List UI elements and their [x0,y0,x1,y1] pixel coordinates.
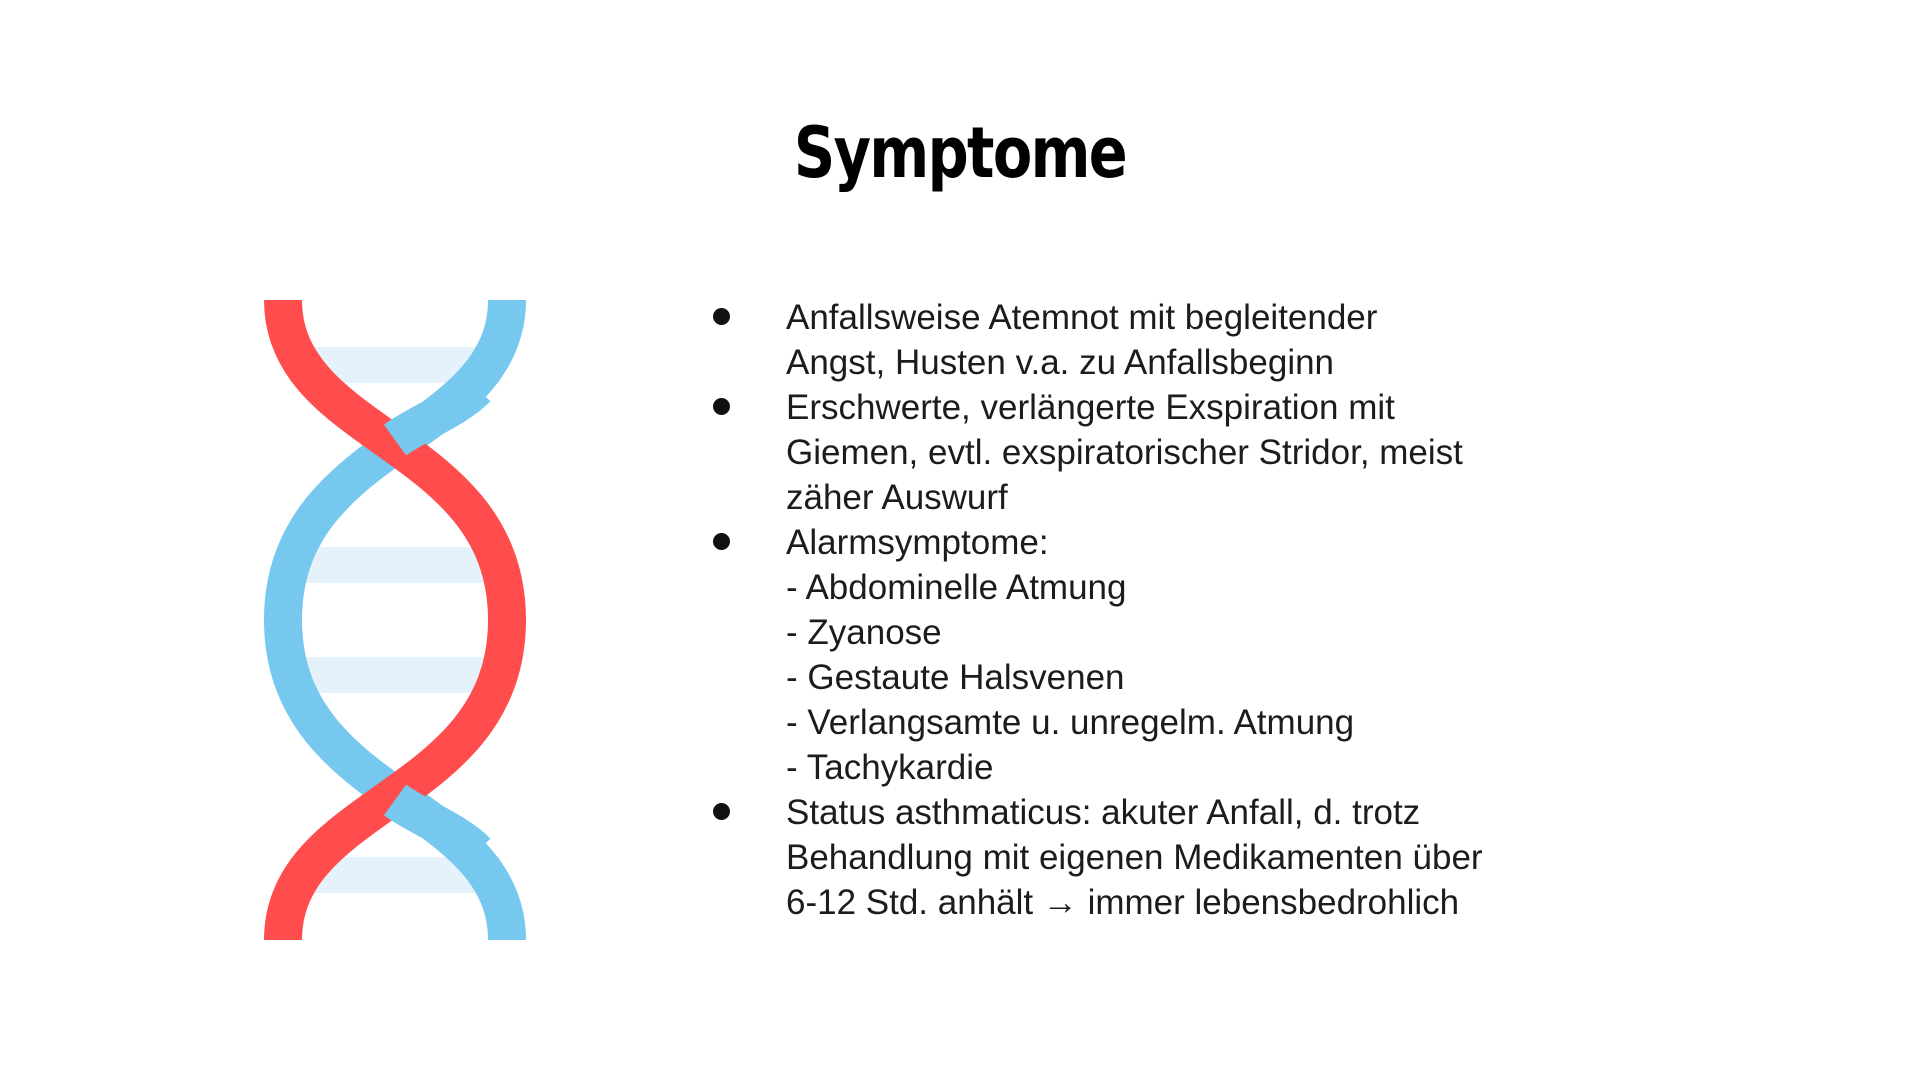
alarm-symptom-item: - Gestaute Halsvenen [786,658,1125,697]
bullet-dot-icon [713,803,730,820]
slide-title: Symptome [793,112,1127,194]
bullet-line: Alarmsymptome: [786,523,1049,562]
alarm-symptom-item: - Abdominelle Atmung [786,568,1127,607]
dna-helix-icon [240,300,550,940]
bullet-line: Behandlung mit eigenen Medikamenten über [786,838,1483,877]
dna-crossing-overlay [395,388,477,440]
symptom-bullet [710,790,1660,925]
bullet-line: 6-12 Std. anhält → immer lebensbedrohlich [786,883,1460,922]
bullet-dot-icon [713,533,730,550]
bullet-line: Angst, Husten v.a. zu Anfallsbeginn [786,343,1335,382]
dna-crossing-overlay [395,800,477,852]
symptom-list [710,295,1660,925]
dna-rung [290,547,500,583]
alarm-symptom-item: - Zyanose [786,613,942,652]
symptom-bullet [710,520,1660,790]
alarm-symptom-item: - Tachykardie [786,748,994,787]
bullet-line: Erschwerte, verlängerte Exspiration mit [786,388,1395,427]
bullet-line: Giemen, evtl. exspiratorischer Stridor, meist [786,433,1463,472]
bullet-dot-icon [713,398,730,415]
dna-rung [290,657,500,693]
bullet-line: Status asthmaticus: akuter Anfall, d. trotz [786,793,1421,832]
symptom-bullet [710,295,1660,385]
bullet-line: zäher Auswurf [786,478,1008,517]
bullet-dot-icon [713,308,730,325]
bullet-line: Anfallsweise Atemnot mit begleitender [786,298,1378,337]
alarm-symptom-item: - Verlangsamte u. unregelm. Atmung [786,703,1355,742]
symptom-bullet [710,385,1660,520]
